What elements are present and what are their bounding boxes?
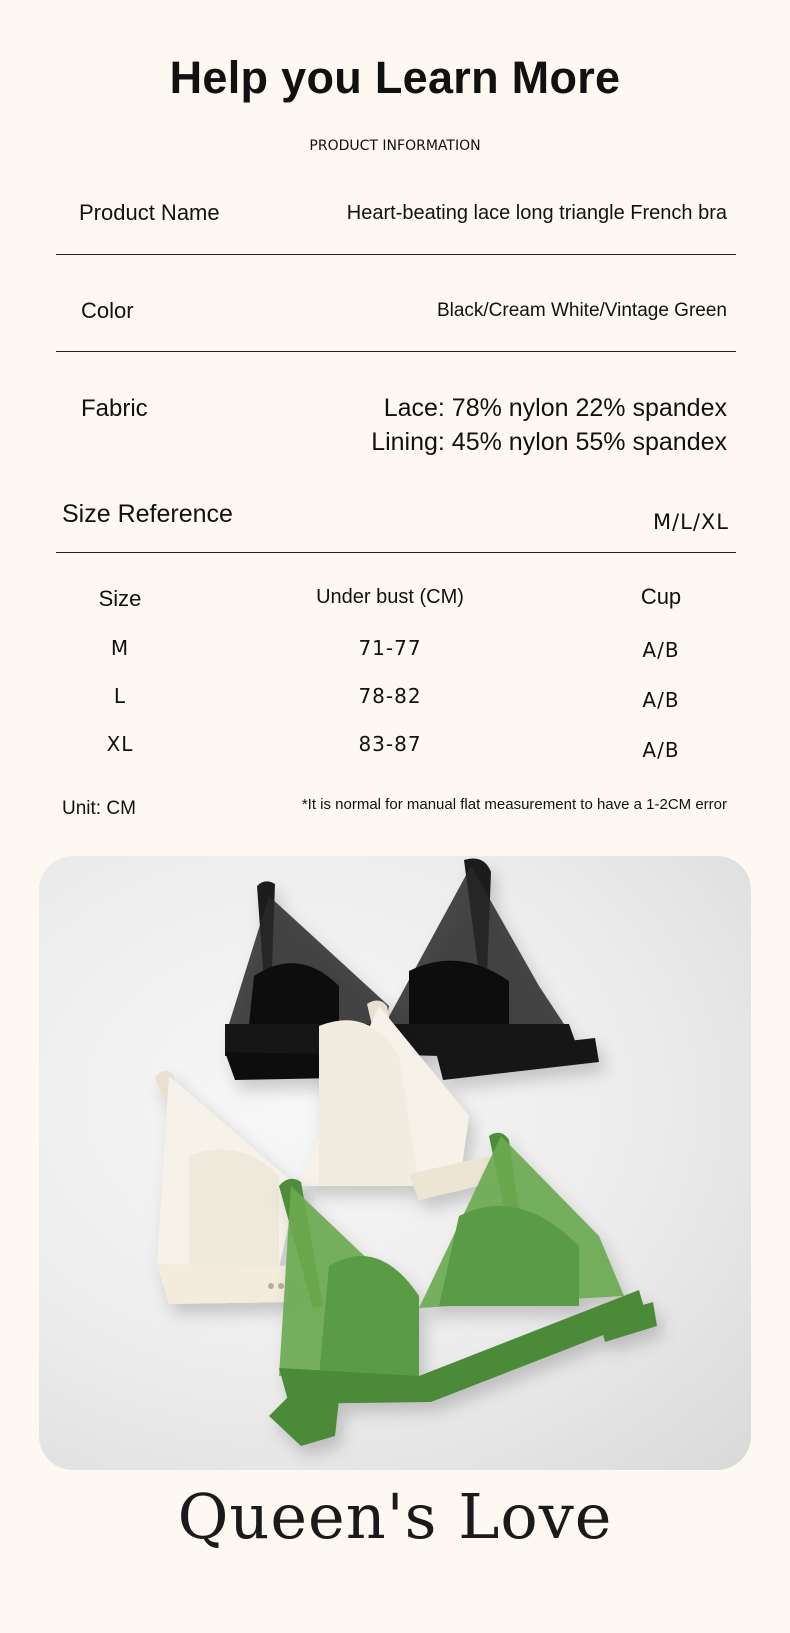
- table-cell-size: XL: [106, 732, 134, 756]
- color-value: Black/Cream White/Vintage Green: [436, 300, 727, 321]
- table-cell-under-bust: 78-82: [358, 684, 422, 708]
- size-reference-label: Size Reference: [62, 500, 233, 528]
- table-header-cup: Cup: [640, 584, 682, 609]
- divider: [56, 351, 736, 352]
- table-cell-cup: A/B: [642, 638, 680, 662]
- brand-logo: Queen's Love: [177, 1480, 613, 1553]
- fabric-lining: Lining: 45% nylon 55% spandex: [371, 428, 727, 456]
- table-header-size: Size: [98, 586, 142, 611]
- table-cell-under-bust: 71-77: [358, 636, 422, 660]
- page-title: Help you Learn More: [169, 52, 621, 103]
- table-header-under-bust: Under bust (CM): [316, 586, 464, 608]
- product-name-value: Heart-beating lace long triangle French bra: [346, 202, 727, 224]
- divider: [56, 254, 736, 255]
- product-name-label: Product Name: [79, 200, 220, 225]
- fabric-lace: Lace: 78% nylon 22% spandex: [383, 394, 727, 422]
- unit-note: Unit: CM: [62, 798, 136, 819]
- measurement-note: *It is normal for manual flat measurement to have a 1-2CM error: [301, 796, 727, 813]
- fabric-label: Fabric: [81, 395, 148, 422]
- size-reference-sizes: M/L/XL: [652, 510, 729, 534]
- table-cell-cup: A/B: [642, 688, 680, 712]
- table-cell-size: L: [113, 684, 127, 708]
- bra-illustration: [39, 856, 751, 1470]
- table-cell-size: M: [110, 636, 130, 660]
- color-label: Color: [81, 298, 134, 323]
- table-cell-under-bust: 83-87: [358, 732, 422, 756]
- table-cell-cup: A/B: [642, 738, 680, 762]
- product-photo: [39, 856, 751, 1470]
- divider: [56, 552, 736, 553]
- page-subtitle: PRODUCT INFORMATION: [309, 138, 481, 154]
